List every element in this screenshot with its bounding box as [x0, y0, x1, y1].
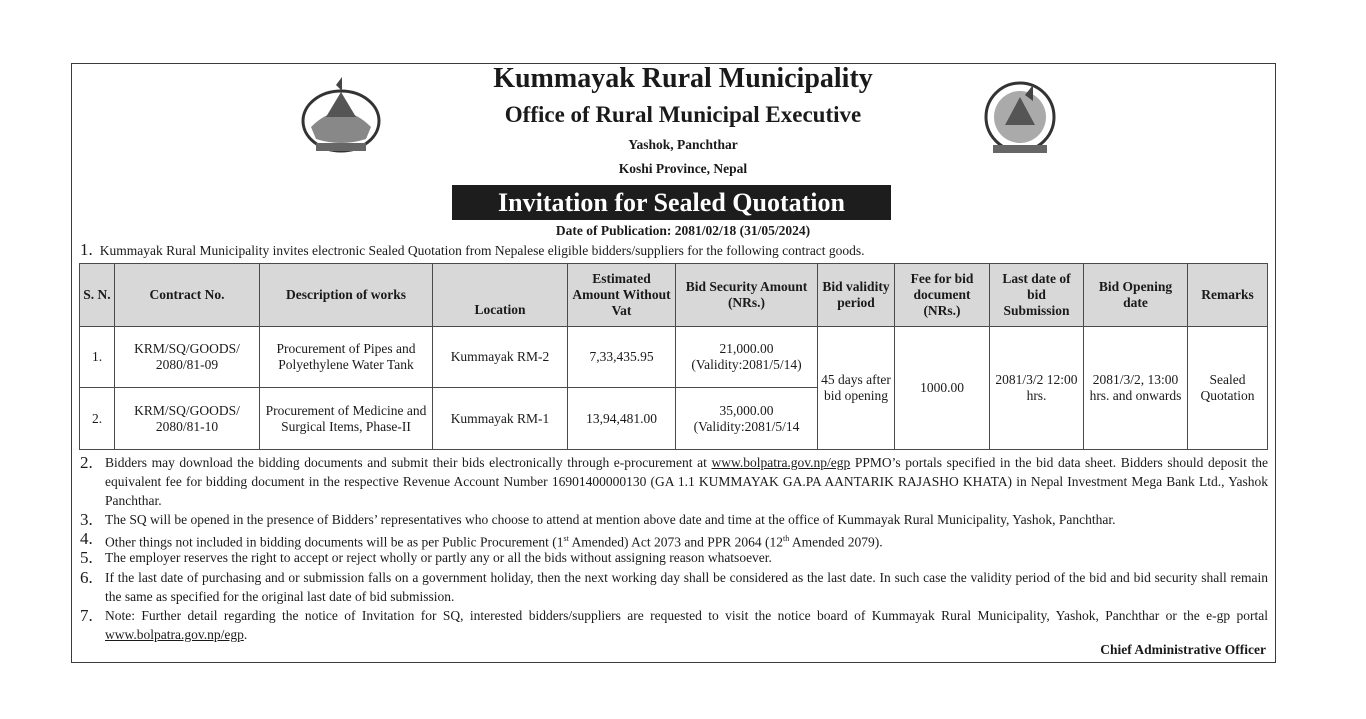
cell-amount: 13,94,481.00	[568, 388, 676, 450]
cell-bid-security	[676, 388, 818, 450]
bolpatra-link[interactable]: www.bolpatra.gov.np/egp	[711, 455, 851, 470]
security-amount: 21,000.00	[719, 341, 774, 356]
point-text: Other things not included in bidding documents will be as per Public Procurement (1	[105, 534, 564, 550]
address-line-2: Koshi Province, Nepal	[618, 161, 748, 176]
header-bid-security: Bid Security Amount (NRs.)	[676, 264, 818, 327]
point-text: PPMO’s portals specified in the bid data sheet. Bidders should deposit the equivalent fee for bidding document in the respective Revenue Account Number 16901400000130 (GA 1.1 KUMMAYAK GA.PA AANTARIK RAJASHO KHATA) in Nepal Investment Mega Bank Ltd., Yashok Panchthar.	[105, 455, 1269, 508]
cell-contract-no: KRM/SQ/GOODS/ 2080/81-10	[115, 388, 260, 450]
cell-bid-security	[676, 327, 818, 388]
point-1	[80, 240, 865, 260]
header-bid-validity: Bid validity period	[818, 264, 895, 327]
bolpatra-link[interactable]: www.bolpatra.gov.np/egp	[105, 627, 244, 642]
cell-contract-no: KRM/SQ/GOODS/ 2080/81-09	[115, 327, 260, 388]
point-text: Kummayak Rural Municipality invites electronic Sealed Quotation from Nepalese eligible bidders/suppliers for the following contract goods.	[99, 243, 865, 258]
cell-sn: 1.	[80, 327, 115, 388]
header-contract-no: Contract No.	[115, 264, 260, 327]
address-line-1: Yashok, Panchthar	[628, 137, 738, 152]
point-text: The SQ will be opened in the presence of Bidders’ representatives who choose to attend at mention above date and time at the office of Kummayak Rural Municipality, Yashok, Panchthar.	[105, 512, 1116, 527]
point-text: Amended) Act 2073 and PPR 2064 (12	[568, 534, 784, 550]
security-validity: (Validity:2081/5/14)	[691, 357, 802, 372]
security-validity: (Validity:2081/5/14	[693, 418, 800, 434]
point-number: 5.	[80, 548, 93, 567]
point-text: .	[243, 627, 248, 642]
header-opening-date: Bid Opening date	[1084, 264, 1188, 327]
cell-amount: 7,33,435.95	[568, 327, 676, 388]
cell-last-date: 2081/3/2 12:00 hrs.	[990, 327, 1084, 450]
superscript: st	[563, 534, 569, 543]
point-2	[80, 453, 1268, 510]
office-title: Office of Rural Municipal Executive	[504, 102, 862, 127]
point-number: 3.	[80, 510, 93, 529]
cell-validity: 45 days after bid opening	[818, 327, 895, 450]
header-fee: Fee for bid document (NRs.)	[895, 264, 990, 327]
point-number: 6.	[80, 568, 93, 587]
point-3	[80, 510, 1268, 529]
security-amount: 35,000.00	[719, 402, 774, 418]
cell-fee: 1000.00	[895, 327, 990, 450]
header-description: Description of works	[260, 264, 433, 327]
point-6	[80, 568, 1268, 606]
municipality-title: Kummayak Rural Municipality	[493, 63, 873, 94]
cell-sn: 2.	[80, 388, 115, 450]
point-number: 2.	[80, 453, 93, 472]
point-text: If the last date of purchasing and or submission falls on a government holiday, then the next working day shall be considered as the last date. In such case the validity period of the bid and bid security shall remain the same as specified for the original last date of bid submission.	[105, 570, 1268, 604]
point-number: 1.	[80, 240, 93, 259]
point-text: Bidders may download the bidding documents and submit their bids electronically through e-procurement at	[105, 455, 707, 470]
header-sn: S. N.	[80, 264, 115, 327]
cell-remarks: Sealed Quotation	[1188, 327, 1268, 450]
point-text: Amended 2079).	[789, 534, 883, 550]
contract-table	[79, 263, 1268, 450]
signature-title: Chief Administrative Officer	[1100, 642, 1266, 657]
cell-location: Kummayak RM-2	[433, 327, 568, 388]
table-row	[80, 327, 1268, 388]
cell-description: Procurement of Medicine and Surgical Items, Phase-II	[260, 388, 433, 450]
cell-description: Procurement of Pipes and Polyethylene Water Tank	[260, 327, 433, 388]
header-location: Location	[433, 264, 568, 327]
header-estimated-amount: Estimated Amount Without Vat	[568, 264, 676, 327]
notice-banner: Invitation for Sealed Quotation	[452, 185, 891, 220]
point-5	[80, 548, 1268, 567]
header-last-date: Last date of bid Submission	[990, 264, 1084, 327]
publication-date: Date of Publication: 2081/02/18 (31/05/2024)	[555, 223, 811, 238]
cell-opening-date: 2081/3/2, 13:00 hrs. and onwards	[1084, 327, 1188, 450]
table-header-row	[80, 264, 1268, 327]
cell-location: Kummayak RM-1	[433, 388, 568, 450]
point-text: The employer reserves the right to accept or reject wholly or partly any or all the bids without assigning reason whatsoever.	[105, 550, 772, 565]
point-number: 7.	[80, 606, 93, 625]
header-remarks: Remarks	[1188, 264, 1268, 327]
point-number: 4.	[80, 529, 93, 548]
superscript: th	[783, 534, 790, 543]
point-text: Note: Further detail regarding the notice of Invitation for SQ, interested bidders/suppliers are requested to visit the notice board of Kummayak Rural Municipality, Yashok, Panchthar or the e-gp portal	[105, 608, 1268, 623]
point-7	[80, 606, 1268, 644]
